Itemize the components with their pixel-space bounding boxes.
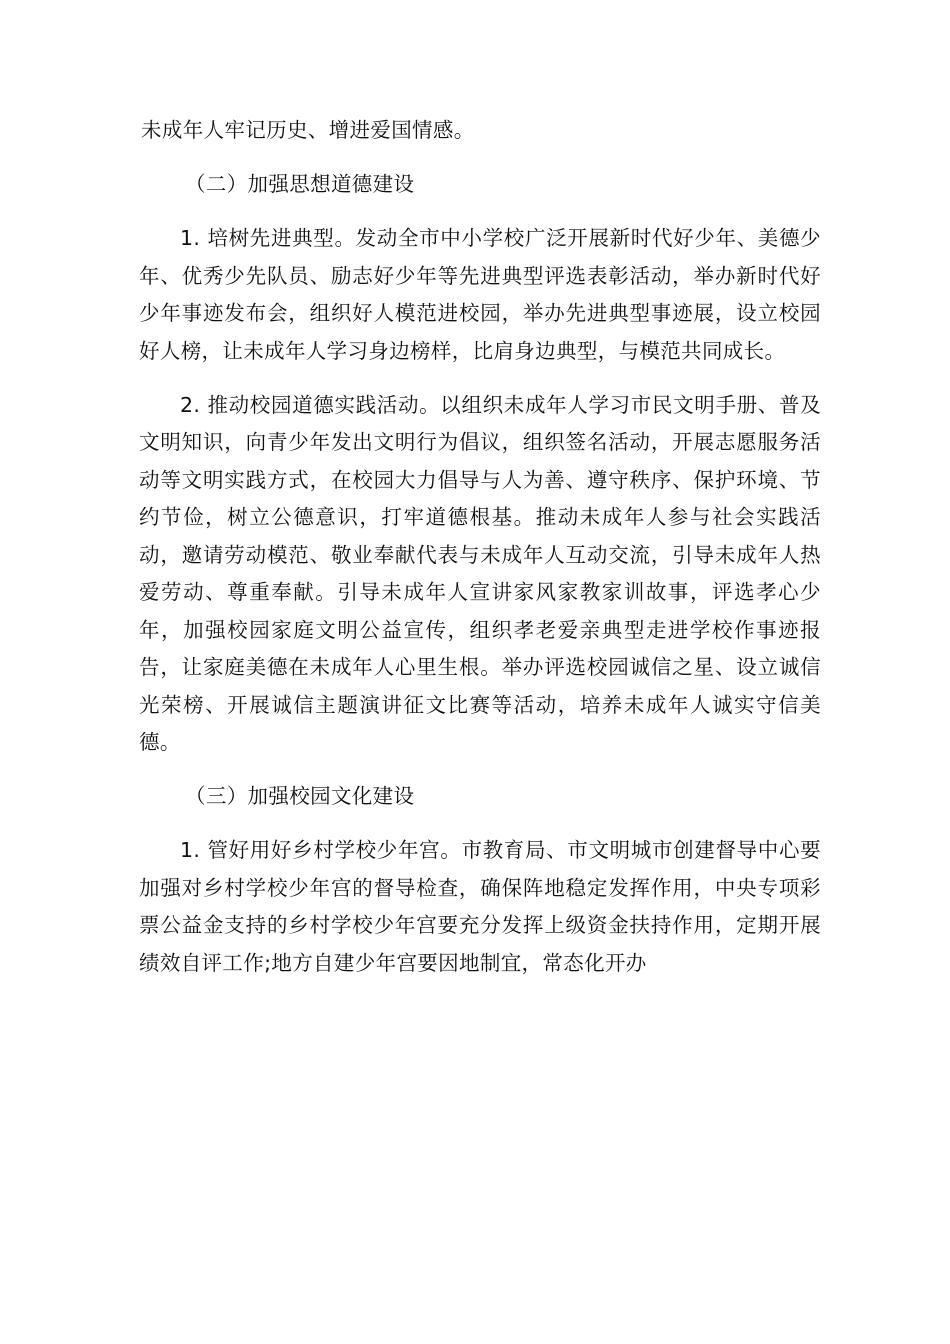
section-heading-3: （三）加强校园文化建设 — [185, 784, 415, 808]
body-paragraph: 2. 推动校园道德实践活动。以组织未成年人学习市民文明手册、普及文明知识，向青少年发出文明行为倡议，组织签名活动，开展志愿服务活动等文明实践方式，在校园大力倡导与人为善、遵守秩序、保护环境、节约节俭，树立公德意识，打牢道德根基。推动未成年人参与社会实践活动，邀请劳动模范、敬业奉献代表与未成年人互动交流，引导未成年人热爱劳动、尊重奉献。引导未成年人宣讲家风家教家训故事，评选孝心少年，加强校园家庭文明公益宣传，组织孝老爱亲典型走进学校作事迹报告，让家庭美德在未成年人心里生根。举办评选校园诚信之星、设立诚信光荣榜、开展诚信主题演讲征文比赛等活动，培养未成年人诚实守信美德。 — [139, 392, 821, 754]
body-paragraph: 1. 管好用好乡村学校少年宫。市教育局、市文明城市创建督导中心要加强对乡村学校少年宫的督导检查，确保阵地稳定发挥作用，中央专项彩票公益金支持的乡村学校少年宫要充分发挥上级资金扶持作用，定期开展绩效自评工作;地方自建少年宫要因地制宜，常态化开办 — [139, 838, 821, 975]
body-paragraph: 1. 培树先进典型。发动全市中小学校广泛开展新时代好少年、美德少年、优秀少先队员、励志好少年等先进典型评选表彰活动，举办新时代好少年事迹发布会，组织好人模范进校园，举办先进典型事迹展，设立校园好人榜，让未成年人学习身边榜样，比肩身边典型，与模范共同成长。 — [139, 226, 821, 363]
section-heading-2: （二）加强思想道德建设 — [185, 172, 415, 196]
continuation-paragraph: 未成年人牢记历史、增进爱国情感。 — [141, 118, 475, 142]
document-body — [139, 112, 821, 999]
